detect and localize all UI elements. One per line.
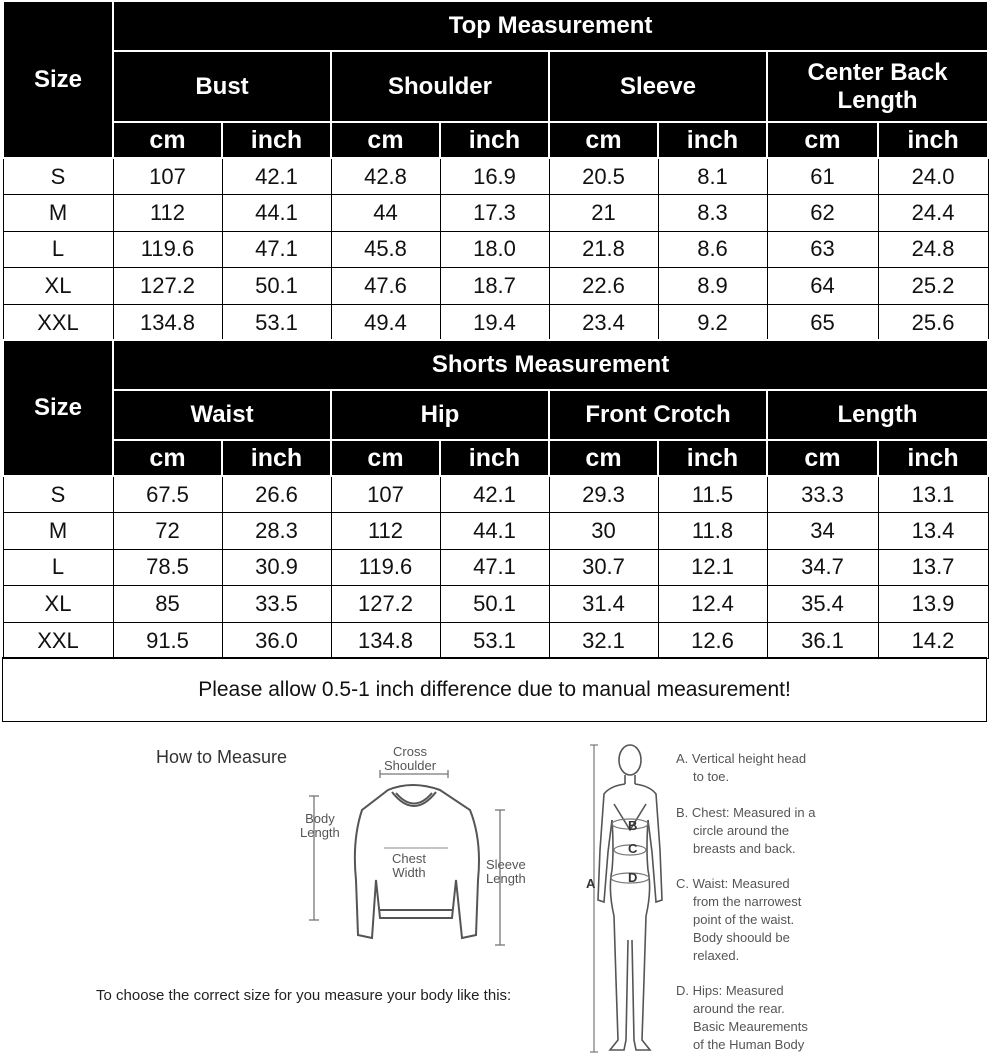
- waist-header: Waist: [113, 390, 331, 440]
- value-cell: 8.1: [658, 158, 767, 195]
- value-cell: 67.5: [113, 476, 222, 513]
- value-cell: 17.3: [440, 195, 549, 232]
- value-cell: 34.7: [767, 549, 878, 586]
- unit-header: cm: [331, 122, 440, 158]
- value-cell: 30.9: [222, 549, 331, 586]
- value-cell: 127.2: [331, 586, 440, 623]
- value-cell: 33.3: [767, 476, 878, 513]
- unit-header: inch: [658, 440, 767, 476]
- value-cell: 30: [549, 513, 658, 550]
- value-cell: 47.1: [222, 231, 331, 268]
- value-cell: 34: [767, 513, 878, 550]
- value-cell: 24.0: [878, 158, 988, 195]
- marker-b: B: [628, 818, 638, 833]
- body-length-label: Body Length: [300, 811, 340, 841]
- value-cell: 107: [331, 476, 440, 513]
- value-cell: 16.9: [440, 158, 549, 195]
- value-cell: 107: [113, 158, 222, 195]
- value-cell: 64: [767, 268, 878, 305]
- measurement-note: Please allow 0.5-1 inch difference due to manual measurement!: [2, 657, 987, 722]
- value-cell: 44: [331, 195, 440, 232]
- size-cell: S: [3, 476, 113, 513]
- table-row: [3, 268, 988, 305]
- value-cell: 21: [549, 195, 658, 232]
- value-cell: 14.2: [878, 622, 988, 659]
- length-header: Length: [767, 390, 988, 440]
- value-cell: 25.2: [878, 268, 988, 305]
- value-cell: 65: [767, 304, 878, 341]
- legend-c: C. Waist: Measured from the narrowest point of the waist. Body shoould be relaxed.: [676, 876, 802, 963]
- table-row: [3, 158, 988, 195]
- value-cell: 62: [767, 195, 878, 232]
- value-cell: 53.1: [222, 304, 331, 341]
- value-cell: 21.8: [549, 231, 658, 268]
- table-row: [3, 476, 988, 513]
- unit-header: inch: [658, 122, 767, 158]
- value-cell: 45.8: [331, 231, 440, 268]
- value-cell: 26.6: [222, 476, 331, 513]
- top-measurement-table: [2, 0, 989, 341]
- value-cell: 13.1: [878, 476, 988, 513]
- value-cell: 35.4: [767, 586, 878, 623]
- value-cell: 119.6: [113, 231, 222, 268]
- value-cell: 53.1: [440, 622, 549, 659]
- shorts-measurement-table: [2, 339, 989, 659]
- value-cell: 22.6: [549, 268, 658, 305]
- unit-header: inch: [222, 440, 331, 476]
- value-cell: 18.7: [440, 268, 549, 305]
- value-cell: 12.4: [658, 586, 767, 623]
- value-cell: 8.6: [658, 231, 767, 268]
- value-cell: 18.0: [440, 231, 549, 268]
- value-cell: 12.1: [658, 549, 767, 586]
- unit-header: inch: [440, 440, 549, 476]
- value-cell: 47.1: [440, 549, 549, 586]
- sleeve-header: Sleeve: [549, 51, 767, 122]
- value-cell: 12.6: [658, 622, 767, 659]
- unit-header: inch: [440, 122, 549, 158]
- table-row: [3, 622, 988, 659]
- value-cell: 13.7: [878, 549, 988, 586]
- front-crotch-header: Front Crotch: [549, 390, 767, 440]
- marker-c: C: [628, 841, 638, 856]
- shorts-title: Shorts Measurement: [113, 340, 988, 390]
- value-cell: 30.7: [549, 549, 658, 586]
- value-cell: 42.1: [440, 476, 549, 513]
- size-cell: XXL: [3, 304, 113, 341]
- unit-header: inch: [878, 440, 988, 476]
- center-back-length-header: Center Back Length: [767, 51, 988, 122]
- value-cell: 33.5: [222, 586, 331, 623]
- unit-header: cm: [549, 122, 658, 158]
- table-row: [3, 513, 988, 550]
- unit-header: inch: [222, 122, 331, 158]
- size-cell: L: [3, 231, 113, 268]
- value-cell: 25.6: [878, 304, 988, 341]
- table-row: [3, 304, 988, 341]
- size-header: Size: [3, 340, 113, 476]
- value-cell: 78.5: [113, 549, 222, 586]
- value-cell: 91.5: [113, 622, 222, 659]
- value-cell: 47.6: [331, 268, 440, 305]
- value-cell: 85: [113, 586, 222, 623]
- chest-width-label: Chest Width: [392, 851, 426, 881]
- value-cell: 8.9: [658, 268, 767, 305]
- value-cell: 42.8: [331, 158, 440, 195]
- unit-header: cm: [767, 440, 878, 476]
- value-cell: 23.4: [549, 304, 658, 341]
- unit-header: inch: [878, 122, 988, 158]
- table-row: [3, 195, 988, 232]
- cross-shoulder-label: Cross Shoulder: [384, 744, 437, 774]
- value-cell: 28.3: [222, 513, 331, 550]
- legend-b: B. Chest: Measured in a circle around the breasts and back.: [676, 805, 816, 856]
- size-header: Size: [3, 1, 113, 158]
- value-cell: 8.3: [658, 195, 767, 232]
- size-cell: S: [3, 158, 113, 195]
- bust-header: Bust: [113, 51, 331, 122]
- sleeve-length-label: Sleeve Length: [486, 857, 526, 887]
- unit-header: cm: [113, 440, 222, 476]
- unit-header: cm: [331, 440, 440, 476]
- table-row: [3, 586, 988, 623]
- value-cell: 63: [767, 231, 878, 268]
- value-cell: 13.4: [878, 513, 988, 550]
- unit-header: cm: [549, 440, 658, 476]
- value-cell: 127.2: [113, 268, 222, 305]
- choose-size-instruction: To choose the correct size for you measure your body like this:: [96, 987, 512, 1004]
- table-row: [3, 549, 988, 586]
- size-cell: L: [3, 549, 113, 586]
- value-cell: 50.1: [440, 586, 549, 623]
- size-cell: XXL: [3, 622, 113, 659]
- value-cell: 134.8: [331, 622, 440, 659]
- value-cell: 49.4: [331, 304, 440, 341]
- value-cell: 24.8: [878, 231, 988, 268]
- shoulder-header: Shoulder: [331, 51, 549, 122]
- size-cell: M: [3, 195, 113, 232]
- size-cell: XL: [3, 586, 113, 623]
- value-cell: 13.9: [878, 586, 988, 623]
- value-cell: 11.8: [658, 513, 767, 550]
- legend-a: A. Vertical height head to toe.: [676, 751, 807, 784]
- sweater-diagram-icon: [300, 760, 530, 955]
- value-cell: 50.1: [222, 268, 331, 305]
- value-cell: 61: [767, 158, 878, 195]
- value-cell: 112: [331, 513, 440, 550]
- table-row: [3, 231, 988, 268]
- value-cell: 112: [113, 195, 222, 232]
- legend-d: D. Hips: Measured around the rear. Basic Meaurements of the Human Body: [676, 983, 808, 1052]
- value-cell: 72: [113, 513, 222, 550]
- unit-header: cm: [767, 122, 878, 158]
- value-cell: 32.1: [549, 622, 658, 659]
- hip-header: Hip: [331, 390, 549, 440]
- size-cell: M: [3, 513, 113, 550]
- value-cell: 36.0: [222, 622, 331, 659]
- value-cell: 9.2: [658, 304, 767, 341]
- value-cell: 119.6: [331, 549, 440, 586]
- value-cell: 36.1: [767, 622, 878, 659]
- value-cell: 44.1: [440, 513, 549, 550]
- human-body-diagram-icon: [580, 740, 670, 1058]
- size-cell: XL: [3, 268, 113, 305]
- value-cell: 31.4: [549, 586, 658, 623]
- value-cell: 42.1: [222, 158, 331, 195]
- value-cell: 29.3: [549, 476, 658, 513]
- value-cell: 24.4: [878, 195, 988, 232]
- marker-a: A: [586, 876, 596, 891]
- top-title: Top Measurement: [113, 1, 988, 51]
- value-cell: 44.1: [222, 195, 331, 232]
- unit-header: cm: [113, 122, 222, 158]
- marker-d: D: [628, 870, 638, 885]
- value-cell: 19.4: [440, 304, 549, 341]
- value-cell: 20.5: [549, 158, 658, 195]
- value-cell: 11.5: [658, 476, 767, 513]
- how-to-measure-title: How to Measure: [156, 747, 288, 767]
- value-cell: 134.8: [113, 304, 222, 341]
